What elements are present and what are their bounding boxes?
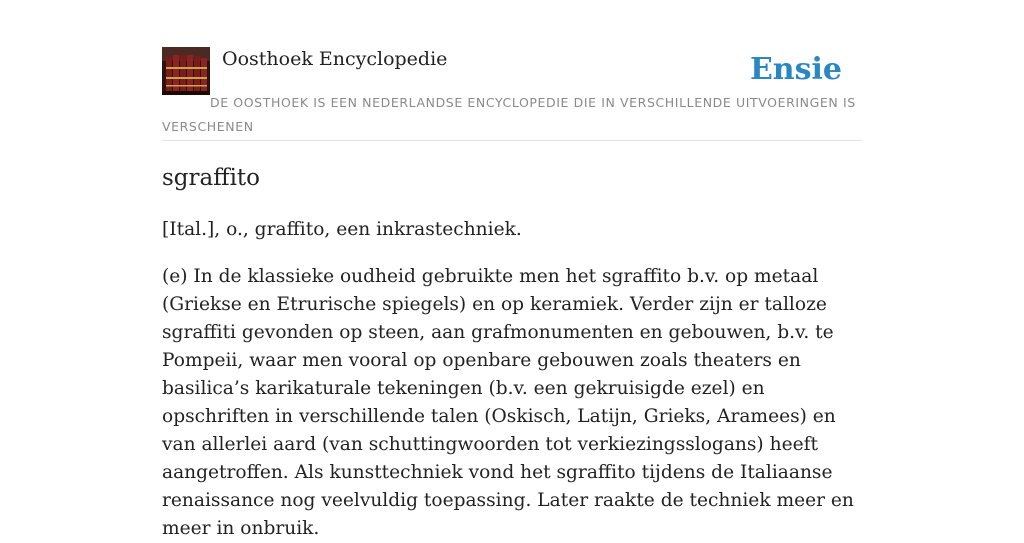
article xyxy=(162,160,864,543)
entry-body: (e) In de klassieke oudheid gebruikte men het sgraffito b.v. op metaal (Griekse en Etrurische spiegels) en op keramiek. Verder zijn er talloze sgraffiti gevonden op steen, aan grafmonumenten en gebouwen, b.v. te Pompeii, waar men vooral op openbare gebouwen zoals theaters en basilica’s karikaturale tekeningen (b.v. een gekruisigde ezel) en opschriften in verschillende talen (Oskisch, Latijn, Grieks, Aramees) en van allerlei aard (van schuttingwoorden tot verkiezingsslogans) heeft aangetroffen. Als kunsttechniek vond het sgraffito tijdens de Italiaanse renaissance nog veelvuldig toepassing. Later raakte de techniek meer en meer in onbruik. xyxy=(162,266,854,539)
site-subtitle: DE OOSTHOEK IS EEN NEDERLANDSE ENCYCLOPEDIE DIE IN VERSCHILLENDE UITVOERINGEN IS VERSCHENEN xyxy=(162,95,856,134)
entry-title: sgraffito xyxy=(162,165,261,191)
encyclopedia-books-icon[interactable] xyxy=(162,47,210,95)
brand-logo-link[interactable]: Ensie xyxy=(749,52,842,87)
entry-definition: [Ital.], o., graffito, een inkrastechniek. xyxy=(162,219,522,240)
site-title[interactable]: Oosthoek Encyclopedie xyxy=(222,48,448,70)
site-header xyxy=(162,47,862,141)
